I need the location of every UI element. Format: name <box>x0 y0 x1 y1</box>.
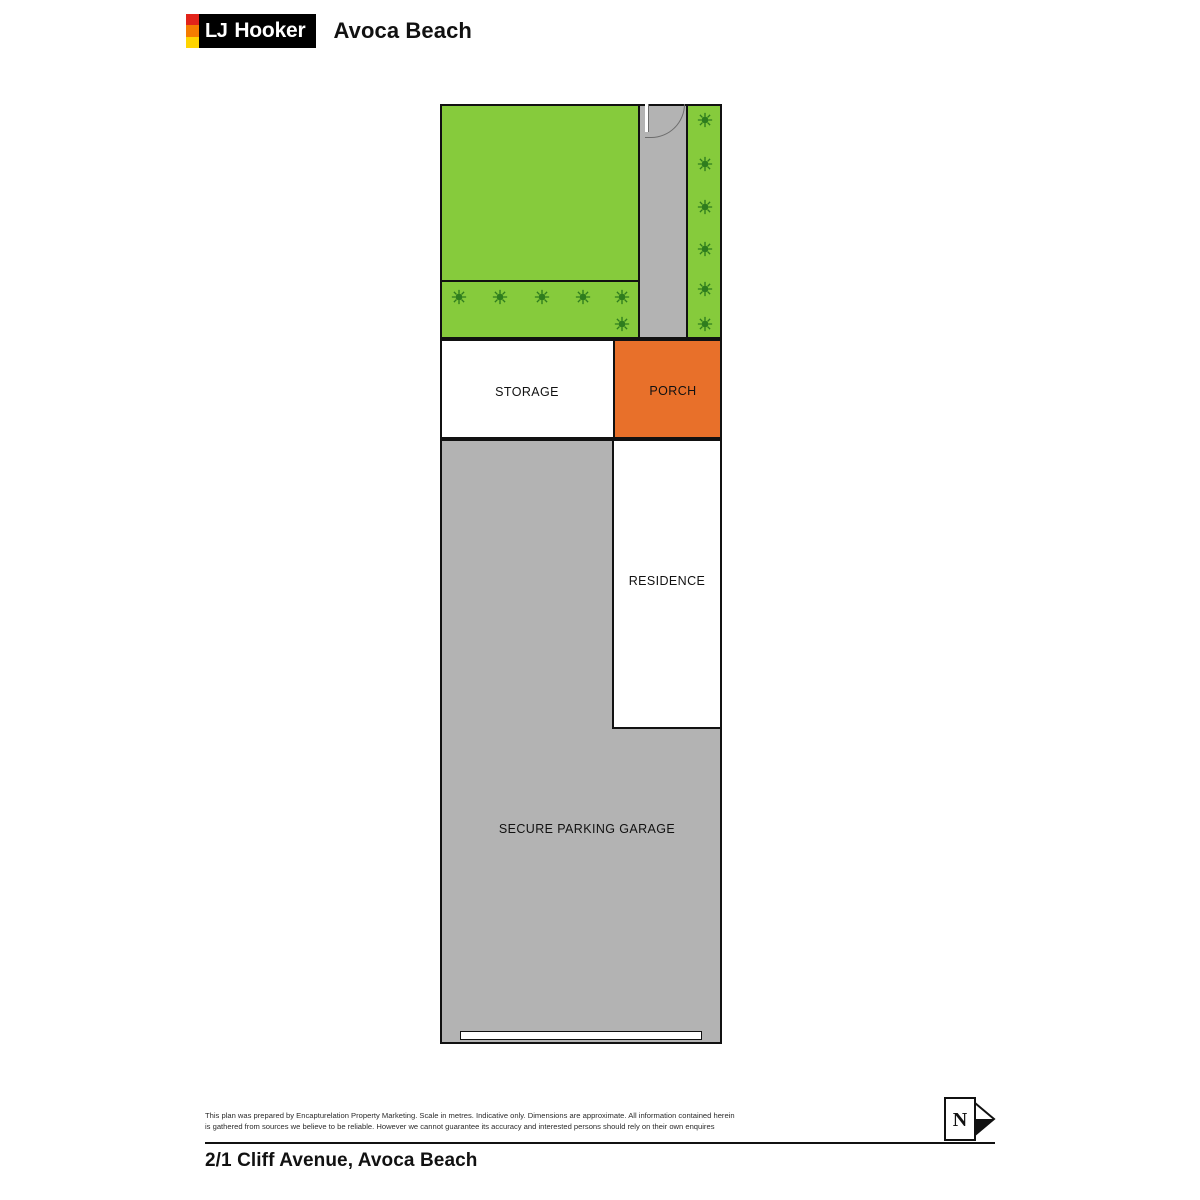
shrub-icon <box>697 281 714 298</box>
shrub-icon <box>697 241 714 258</box>
shrub-icon <box>697 316 714 333</box>
shrub-icon <box>697 199 714 216</box>
compass-north-icon <box>944 1097 996 1141</box>
shrub-icon <box>614 316 631 333</box>
svg-text:N: N <box>952 1109 968 1131</box>
garden-area-right <box>688 104 722 339</box>
shrub-icon <box>451 289 468 306</box>
garden-area-main <box>440 104 640 282</box>
floor-plan <box>440 104 722 1044</box>
logo-mark <box>186 14 232 48</box>
shrub-icon <box>492 289 509 306</box>
room-label-garage: SECURE PARKING GARAGE <box>498 822 676 836</box>
room-label-porch: PORCH <box>649 384 697 398</box>
property-address: 2/1 Cliff Avenue, Avoca Beach <box>205 1150 478 1171</box>
pathway <box>640 104 688 339</box>
room-label-storage: STORAGE <box>495 385 559 399</box>
room-label-residence: RESIDENCE <box>628 574 706 588</box>
shrub-icon <box>575 289 592 306</box>
logo-stripes-icon <box>186 14 199 48</box>
logo-hooker-text: Hooker <box>232 14 315 48</box>
shrub-icon <box>534 289 551 306</box>
shrub-icon <box>697 156 714 173</box>
logo-lj-text: LJ <box>199 14 232 48</box>
lj-hooker-logo <box>186 14 316 48</box>
shrub-icon <box>697 112 714 129</box>
shrub-icon <box>614 289 631 306</box>
header <box>186 14 472 48</box>
garage-door-icon <box>460 1031 702 1040</box>
office-name: Avoca Beach <box>333 18 472 43</box>
disclaimer-text: This plan was prepared by Encapturelation Property Marketing. Scale in metres. Indicative only. Dimensions are approximate. All information contained herein is gathered from sources we believe to be reliable. However we cannot guarantee its accuracy and interested persons should rely on their own enquires <box>205 1111 735 1131</box>
footer-divider <box>205 1142 995 1144</box>
